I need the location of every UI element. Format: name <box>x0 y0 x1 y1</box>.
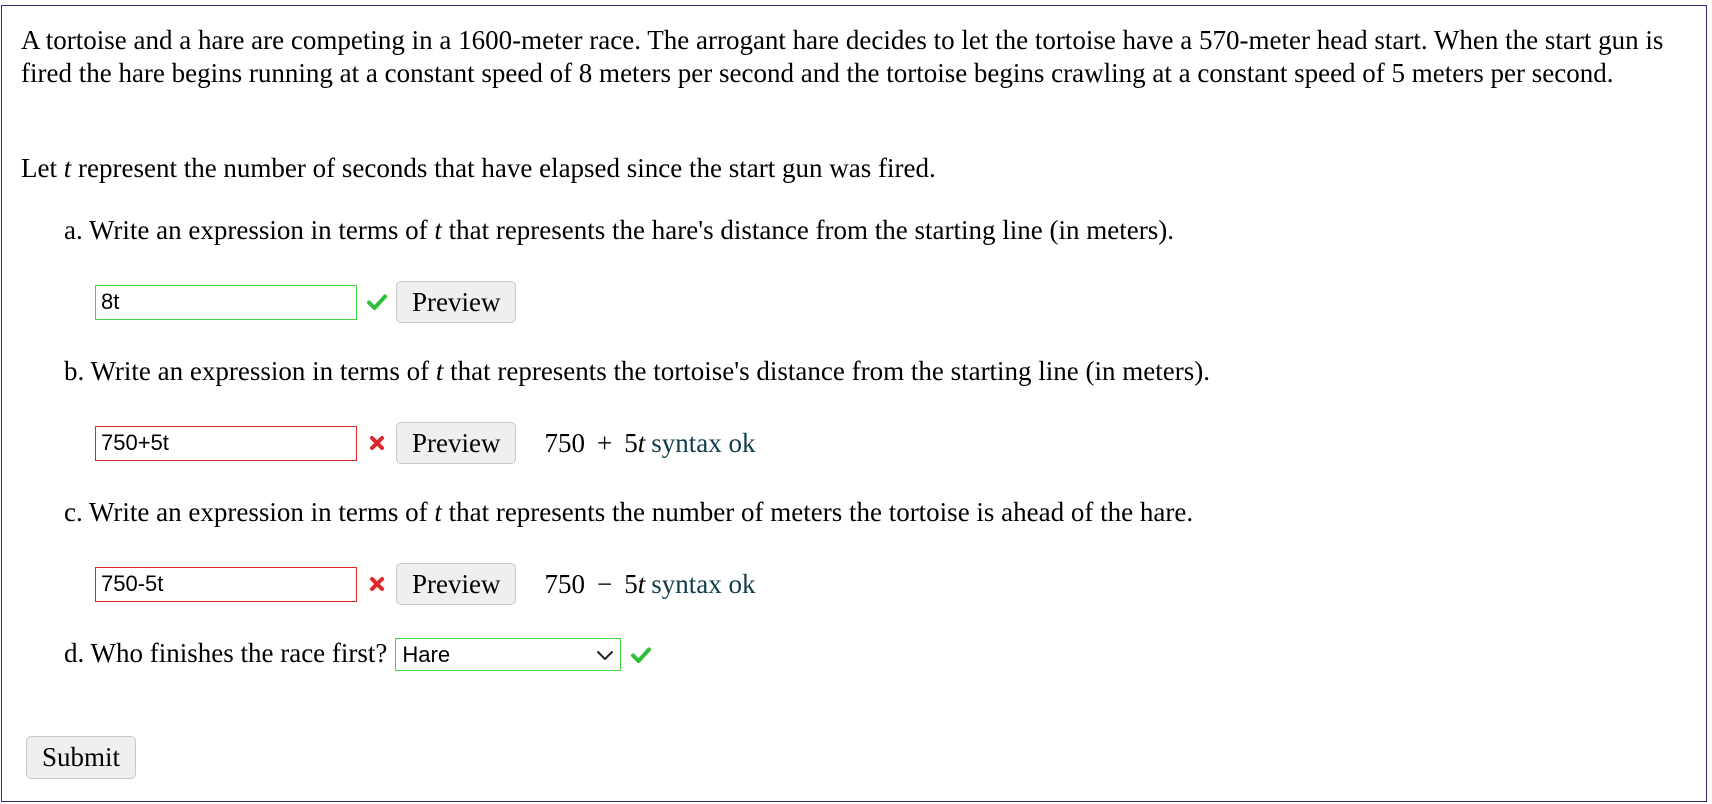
question-b-prompt: b. Write an expression in terms of t that represents the tortoise's distance from the starting line (in meters). <box>64 356 1210 386</box>
answer-a-input[interactable] <box>95 285 357 320</box>
syntax-status-c: syntax ok <box>651 568 756 599</box>
submit-button[interactable]: Submit <box>26 736 136 779</box>
preview-b-output: 750 + 5t syntax ok <box>544 427 756 458</box>
check-icon <box>366 291 388 313</box>
answer-row-b <box>95 423 755 463</box>
answer-d-select[interactable] <box>395 638 621 671</box>
question-d-prompt: d. Who finishes the race first? <box>64 638 388 668</box>
variable-t: t <box>63 153 72 183</box>
chevron-down-icon <box>596 638 614 671</box>
cross-icon <box>366 432 388 454</box>
preview-c-output: 750 − 5t syntax ok <box>544 568 756 599</box>
syntax-status-b: syntax ok <box>651 427 756 458</box>
question-d-row <box>64 637 652 672</box>
answer-c-input[interactable] <box>95 567 357 602</box>
question-c-prompt: c. Write an expression in terms of t that represents the number of meters the tortoise is ahead of the hare. <box>64 497 1194 527</box>
check-icon <box>630 644 652 666</box>
preview-b-button[interactable]: Preview <box>396 422 516 464</box>
answer-row-c <box>95 564 755 604</box>
problem-frame <box>1 5 1707 802</box>
answer-d-select-wrap <box>387 638 652 671</box>
answer-d-selected: Hare <box>402 642 451 668</box>
question-a-prompt: a. Write an expression in terms of t that represents the hare's distance from the starting line (in meters). <box>64 215 1174 245</box>
preview-a-button[interactable]: Preview <box>396 281 516 323</box>
answer-row-a <box>95 282 516 322</box>
problem-intro: A tortoise and a hare are competing in a 1600-meter race. The arrogant hare decides to let the tortoise have a 570-meter head start. When the start gun is fired the hare begins running at a constant speed of 8 meters per second and the tortoise begins crawling at a constant speed of 5 meters per second. <box>21 25 1664 88</box>
answer-b-input[interactable] <box>95 426 357 461</box>
cross-icon <box>366 573 388 595</box>
variable-definition: Let t represent the number of seconds that have elapsed since the start gun was fired. <box>21 153 936 183</box>
preview-c-button[interactable]: Preview <box>396 563 516 605</box>
